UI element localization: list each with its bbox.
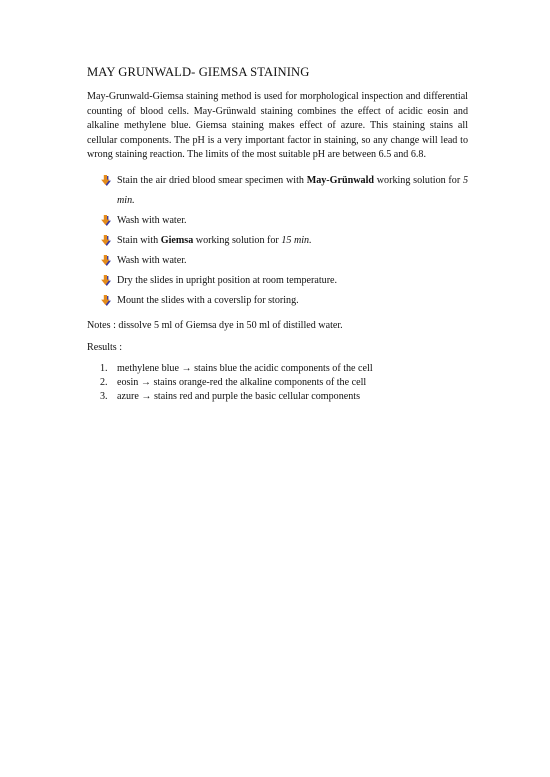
- procedure-step: [87, 291, 468, 311]
- procedure-step: [87, 251, 468, 271]
- result-item: [87, 362, 468, 376]
- result-item: [87, 376, 468, 390]
- result-number: 1.: [100, 362, 108, 374]
- document-title: MAY GRUNWALD- GIEMSA STAINING: [87, 65, 310, 79]
- result-number: 2.: [100, 376, 108, 388]
- result-text: azure → stains red and purple the basic cellular components: [117, 390, 361, 402]
- procedure-step: [87, 231, 468, 251]
- procedure-step: [87, 211, 468, 231]
- step-text: Stain with: [117, 234, 161, 246]
- results-list: [87, 362, 468, 404]
- document-content: [87, 65, 468, 404]
- intro-paragraph: May-Grunwald-Giemsa staining method is used for morphological inspection and differential counting of blood cells. May-Grünwald staining combines the effect of acidic eosin and alkaline methylene blue. Giemsa staining makes effect of azure. This staining stains all cellular components. The pH is a very important factor in staining, so any change will lead to wrong staining reaction. The limits of the most suitable pH are between 6.5 and 6.8.: [87, 91, 468, 161]
- result-number: 3.: [100, 390, 108, 402]
- downward-arrow-bullet-icon: [100, 295, 112, 307]
- step-middle-text: working solution for: [373, 174, 463, 186]
- downward-arrow-bullet-icon: [100, 235, 112, 247]
- downward-arrow-bullet-icon: [100, 175, 112, 187]
- step-text: Dry the slides in upright position at room temperature.: [117, 274, 338, 286]
- downward-arrow-bullet-icon: [100, 255, 112, 267]
- step-duration: 15 min.: [281, 234, 312, 246]
- downward-arrow-bullet-icon: [100, 275, 112, 287]
- result-item: [87, 390, 468, 404]
- result-text: eosin → stains orange-red the alkaline components of the cell: [117, 376, 367, 388]
- procedure-step: [87, 271, 468, 291]
- step-duration: 5 min.: [117, 174, 468, 206]
- step-text: Stain the air dried blood smear specimen with: [117, 174, 307, 186]
- step-bold-text: May-Grünwald: [306, 174, 374, 186]
- results-label: Results :: [87, 341, 123, 353]
- result-text: methylene blue → stains blue the acidic components of the cell: [117, 362, 373, 374]
- procedure-steps: [87, 171, 468, 311]
- step-bold-text: Giemsa: [160, 234, 194, 246]
- notes-text: Notes : dissolve 5 ml of Giemsa dye in 50 ml of distilled water.: [87, 319, 343, 331]
- step-middle-text: working solution for: [193, 234, 282, 246]
- step-text: Wash with water.: [117, 214, 187, 226]
- procedure-step: [87, 171, 468, 211]
- downward-arrow-bullet-icon: [100, 215, 112, 227]
- step-text: Mount the slides with a coverslip for storing.: [117, 294, 299, 306]
- step-text: Wash with water.: [117, 254, 187, 266]
